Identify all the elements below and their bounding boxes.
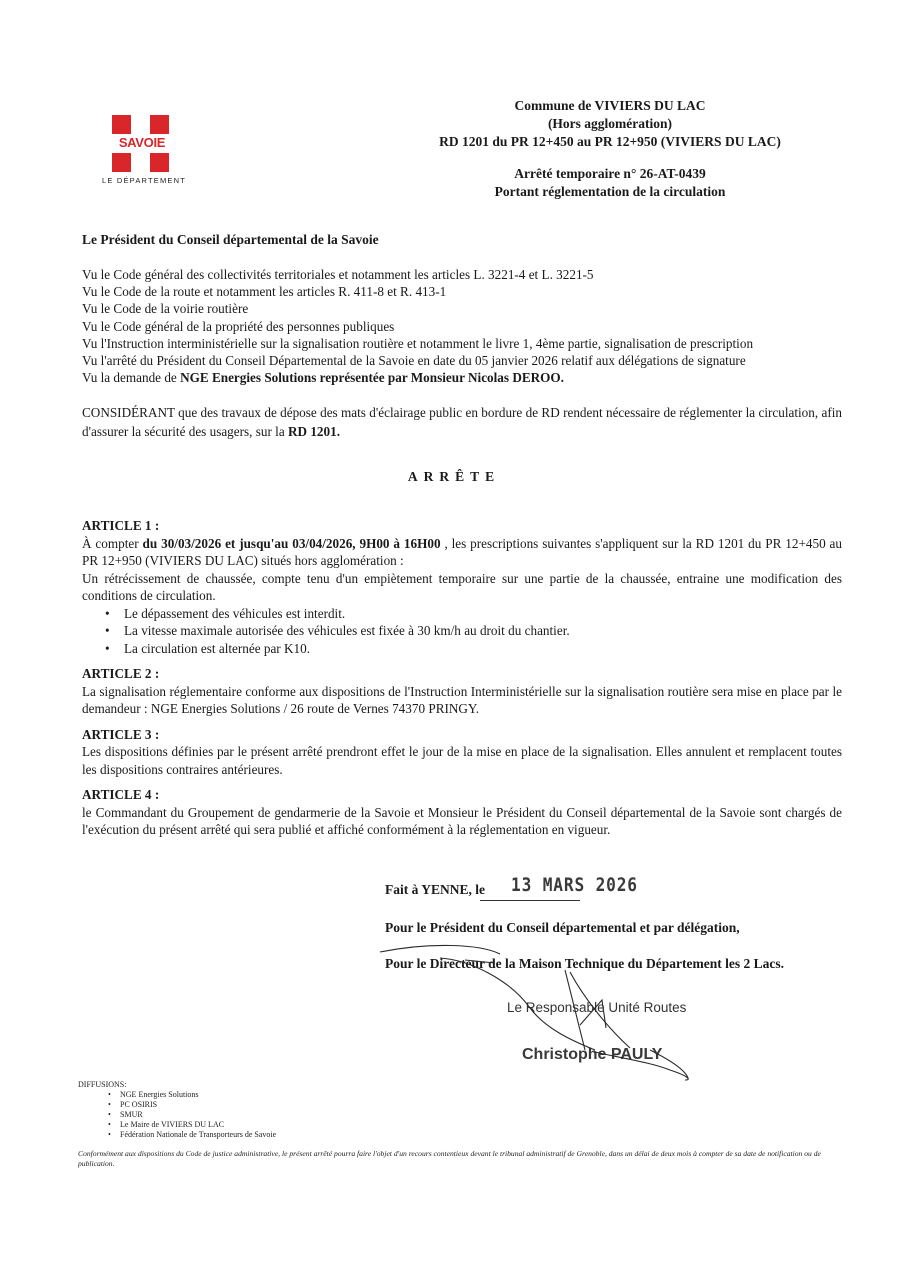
prescription-list [82, 605, 842, 658]
vu-item: Vu le Code général des collectivités territoriales et notamment les articles L. 3221-4 et L. 3221-5 [82, 267, 594, 282]
arrete-title: ARRÊTE [407, 469, 501, 484]
list-item: • Fédération Nationale de Transporteurs de Savoie [108, 1130, 276, 1140]
delegation-line: Pour le Président du Conseil départemental et par délégation, [385, 920, 740, 935]
vu-item: Vu le Code général de la propriété des personnes publiques [82, 318, 395, 334]
considerant-paragraph: CONSIDÉRANT que des travaux de dépose des mats d'éclairage public en bordure de RD rendent nécessaire de réglementer la circulation, afin d'assurer la sécurité des usagers, sur la RD 1201. [82, 405, 842, 439]
arrete-object: Portant réglementation de la circulation [494, 184, 726, 199]
article-3 [82, 726, 842, 779]
article-text: Les dispositions définies par le présent arrêté prendront effet le jour de la mise en place de la signalisation. Elles annulent et remplacent toutes les dispositions contraires antérieures. [82, 744, 842, 777]
article-text: À compter du 30/03/2026 et jusqu'au 03/04/2026, 9H00 à 16H00 , les prescriptions suivantes s'appliquent sur la RD 1201 du PR 12+450 au PR 12+950 (VIVIERS DU LAC) situés hors agglomération : [82, 535, 843, 568]
article-2 [82, 665, 842, 718]
signatory-role: Le Responsable Unité Routes [507, 1000, 687, 1015]
article-1 [82, 517, 842, 657]
vu-item: Vu le Code de la voirie routière [82, 301, 249, 317]
vu-item: Vu l'arrêté du Président du Conseil Départemental de la Savoie en date du 05 janvier 2026 relatif aux délégations de signature [82, 353, 746, 369]
diffusions [78, 1080, 276, 1140]
legal-footnote: Conformément aux dispositions du Code de justice administrative, le présent arrêté pourra faire l'objet d'un recours contentieux devant le tribunal administratif de Grenoble, dans un délai de deux mois à compter de sa date de notification ou de publication. [78, 1149, 821, 1168]
fait-line [385, 874, 638, 898]
article-title: ARTICLE 4 : [82, 787, 160, 802]
fait-label: Fait à YENNE, le [385, 882, 485, 897]
vu-item: Vu l'Instruction interministérielle sur la signalisation routière et notamment le livre 1, 4ème partie, signalisation de prescription [82, 335, 754, 351]
logo-square [112, 115, 131, 134]
article-title: ARTICLE 1 : [82, 518, 160, 533]
commune-line: Commune de VIVIERS DU LAC [514, 98, 706, 113]
list-item: • Le dépassement des véhicules est interdit. [102, 605, 842, 623]
vu-list [82, 266, 842, 386]
article-title: ARTICLE 2 : [82, 666, 160, 681]
logo-square [150, 153, 169, 172]
article-text: La signalisation réglementaire conforme aux dispositions de l'Instruction Interministérielle sur la signalisation routière sera mise en place par le demandeur : NGE Energies Solutions / 26 route de Vernes 74370 PRINGY. [82, 683, 842, 716]
savoie-logo [112, 115, 172, 185]
list-item: • La vitesse maximale autorisée des véhicules est fixée à 30 km/h au droit du chantier. [102, 622, 842, 640]
list-item: • SMUR [108, 1110, 276, 1120]
route-line: RD 1201 du PR 12+450 au PR 12+950 (VIVIERS DU LAC) [439, 134, 781, 149]
signatory-name: Christophe PAULY [522, 1046, 663, 1063]
handwritten-signature [370, 930, 710, 1090]
document-header [400, 97, 820, 201]
delegation-line-2: Pour le Directeur de la Maison Technique du Département les 2 Lacs. [385, 956, 784, 971]
list-item: • NGE Energies Solutions [108, 1090, 276, 1100]
article-title: ARTICLE 3 : [82, 726, 160, 742]
diffusions-list [78, 1090, 276, 1140]
date-stamp: 13 MARS 2026 [511, 874, 638, 896]
logo-square [150, 115, 169, 134]
vu-item-demande: Vu la demande de NGE Energies Solutions représentée par Monsieur Nicolas DEROO. [82, 370, 564, 386]
vu-item: Vu le Code de la route et notamment les articles R. 411-8 et R. 413-1 [82, 284, 447, 300]
article-text: Un rétrécissement de chaussée, compte tenu d'un empiètement temporaire sur une partie de la chaussée, entraine une modification des conditions de circulation. [82, 570, 842, 603]
arrete-number: Arrêté temporaire n° 26-AT-0439 [514, 166, 706, 181]
hors-line: (Hors agglomération) [547, 116, 673, 131]
logo-text: SAVOIE [118, 135, 166, 150]
article-4 [82, 786, 842, 839]
list-item: • La circulation est alternée par K10. [102, 640, 842, 658]
logo-square [112, 153, 131, 172]
diffusions-title: DIFFUSIONS: [78, 1080, 127, 1089]
logo-subtitle: LE DÉPARTEMENT [102, 176, 187, 185]
list-item: • Le Maire de VIVIERS DU LAC [108, 1120, 276, 1130]
list-item: • PC OSIRIS [108, 1100, 276, 1110]
president-heading: Le Président du Conseil départemental de la Savoie [82, 232, 379, 247]
articles [82, 517, 842, 847]
article-text: le Commandant du Groupement de gendarmerie de la Savoie et Monsieur le Président du Conseil départemental de la Savoie sont chargés de l'exécution du présent arrêté qui sera publié et affiché conformément à la réglementation en vigueur. [82, 804, 842, 837]
